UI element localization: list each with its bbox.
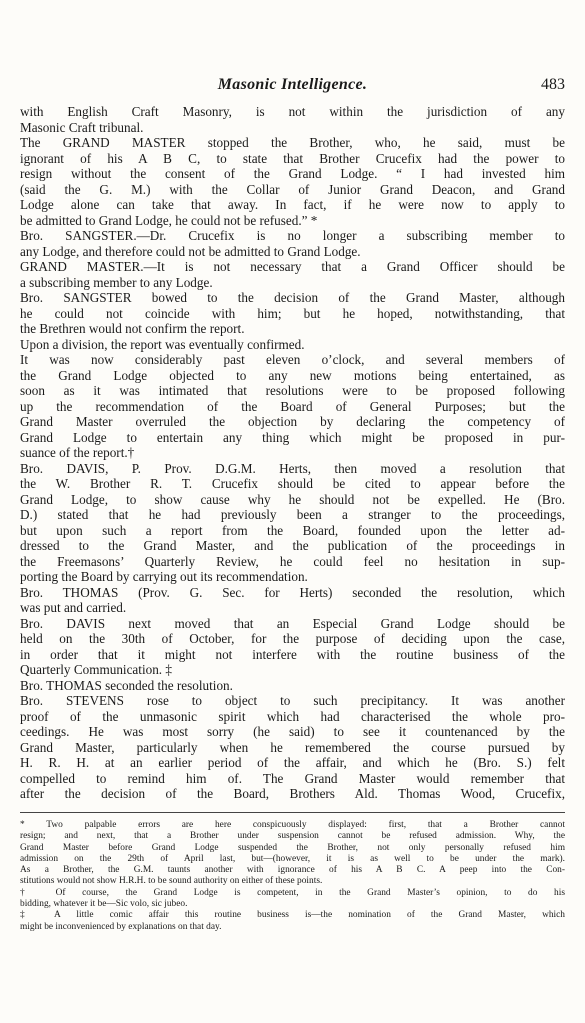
footnote-line: * Two palpable errors are here conspicuously displayed: first, that a Brother cannot xyxy=(20,820,565,830)
body-line: proof of the unmasonic spirit which had characterised the whole pro- xyxy=(20,708,565,724)
body-line: be admitted to Grand Lodge, he could not be refused.” * xyxy=(20,212,318,228)
body-line: Grand Lodge to entertain any thing which might be proposed in pur- xyxy=(20,429,565,445)
body-line: Upon a division, the report was eventually confirmed. xyxy=(20,336,305,352)
body-line: Bro. DAVIS next moved that an Especial Grand Lodge should be xyxy=(20,615,565,631)
body-line: compelled to remind him of. The Grand Master would remember that xyxy=(20,770,565,786)
body-line: resign without the consent of the Grand Lodge. “ I had invested him xyxy=(20,166,565,181)
body-line: D.) stated that he had previously been a stranger to the proceedings, xyxy=(20,507,565,522)
body-line: the W. Brother R. T. Crucefix should be cited to appear before the xyxy=(20,476,565,491)
page-number: 483 xyxy=(541,76,565,93)
body-line: Grand Master overruled the objection by declaring the competency of xyxy=(20,414,565,429)
body-line: ceedings. He was most sorry (he said) to see it countenanced by the xyxy=(20,724,565,739)
footnote-line: stitutions would not show H.R.H. to be sound authority on either of these points. xyxy=(20,876,323,887)
body-line: he could not coincide with him; but he hoped, notwithstanding, that xyxy=(20,305,565,321)
body-line: Lodge alone can take that away. In fact, if he were now to apply to xyxy=(20,197,565,212)
body-line: the Freemasons’ Quarterly Review, he could feel no hesitation in sup- xyxy=(20,553,565,569)
footnotes xyxy=(20,820,565,933)
footnote-line: resign; and next, that a Brother under suspension cannot be refused admission. Why, the xyxy=(20,831,565,842)
body-text xyxy=(20,104,565,802)
footnote-line: Grand Master before Grand Lodge suspended the Brother, not only personally refused him xyxy=(20,842,565,853)
footnote-line: admission on the 29th of April last, but—(however, it is as well to be under the mark). xyxy=(20,853,565,864)
body-line: the Brethren would not confirm the report. xyxy=(20,321,245,336)
footnote-line: ‡ A little comic affair this routine business is—the nomination of the Grand Master, which xyxy=(20,910,565,921)
footnote-line: As a Brother, the G.M. taunts another with ignorance of his A B C. A peep into the Con- xyxy=(20,865,565,876)
page-header xyxy=(20,76,565,100)
body-line: H. R. H. at an earlier period of the affair, and which he (Bro. S.) felt xyxy=(20,755,565,770)
body-line: a subscribing member to any Lodge. xyxy=(20,274,213,290)
body-line: Bro. THOMAS seconded the resolution. xyxy=(20,677,233,693)
body-line: was put and carried. xyxy=(20,600,127,615)
body-line: The GRAND MASTER stopped the Brother, who, he said, must be xyxy=(20,135,565,150)
body-line: Bro. SANGSTER.—Dr. Crucefix is no longer a subscribing member to xyxy=(20,228,565,243)
body-line: Masonic Craft tribunal. xyxy=(20,119,144,135)
body-line: Grand Master, particularly when he remembered the course pursued by xyxy=(20,739,565,755)
body-line: ignorant of his A B C, to state that Brother Crucefix had the power to xyxy=(20,150,565,166)
body-line: porting the Board by carrying out its recommendation. xyxy=(20,569,308,584)
body-line: GRAND MASTER.—It is not necessary that a Grand Officer should be xyxy=(20,259,565,274)
body-line: suance of the report.† xyxy=(20,445,135,460)
footnote-line: might be inconvenienced by explanations on that day. xyxy=(20,921,222,932)
footnote-line: † Of course, the Grand Lodge is competent, in the Grand Master’s opinion, to do his xyxy=(20,887,565,898)
body-line: Quarterly Communication. ‡ xyxy=(20,662,172,677)
body-line: up the recommendation of the Board of General Purposes; but the xyxy=(20,398,565,414)
body-line: after the decision of the Board, Brothers Ald. Thomas Wood, Crucefix, xyxy=(20,786,565,801)
body-line: Bro. STEVENS rose to object to such precipitancy. It was another xyxy=(20,693,565,708)
body-line: It was now considerably past eleven o’clock, and several members of xyxy=(20,352,565,367)
body-line: Bro. THOMAS (Prov. G. Sec. for Herts) seconded the resolution, which xyxy=(20,584,565,600)
body-line: held on the 30th of October, for the purpose of deciding upon the case, xyxy=(20,631,565,646)
body-line: any Lodge, and therefore could not be admitted to Grand Lodge. xyxy=(20,243,361,259)
body-line: in order that it might not interfere with the routine business of the xyxy=(20,646,565,662)
body-line: dressed to the Grand Master, and the publication of the proceedings in xyxy=(20,538,565,553)
footnote-line: bidding, whatever it be—Sic volo, sic jubeo. xyxy=(20,899,188,910)
body-line: the Grand Lodge objected to any new motions being entertained, as xyxy=(20,367,565,383)
body-line: but upon such a report from the Board, founded upon the letter ad- xyxy=(20,522,565,538)
body-line: with English Craft Masonry, is not within the jurisdiction of any xyxy=(20,104,565,119)
running-title: Masonic Intelligence. xyxy=(217,76,368,93)
body-line: Bro. SANGSTER bowed to the decision of the Grand Master, although xyxy=(20,290,565,305)
body-line: (said the G. M.) with the Collar of Junior Grand Deacon, and Grand xyxy=(20,181,565,197)
footnote-divider xyxy=(20,812,565,813)
body-line: Grand Lodge, to show cause why he should not be expelled. He (Bro. xyxy=(20,491,565,507)
body-line: Bro. DAVIS, P. Prov. D.G.M. Herts, then moved a resolution that xyxy=(20,460,565,476)
body-line: soon as it was intimated that resolutions were to be proposed following xyxy=(20,383,565,398)
